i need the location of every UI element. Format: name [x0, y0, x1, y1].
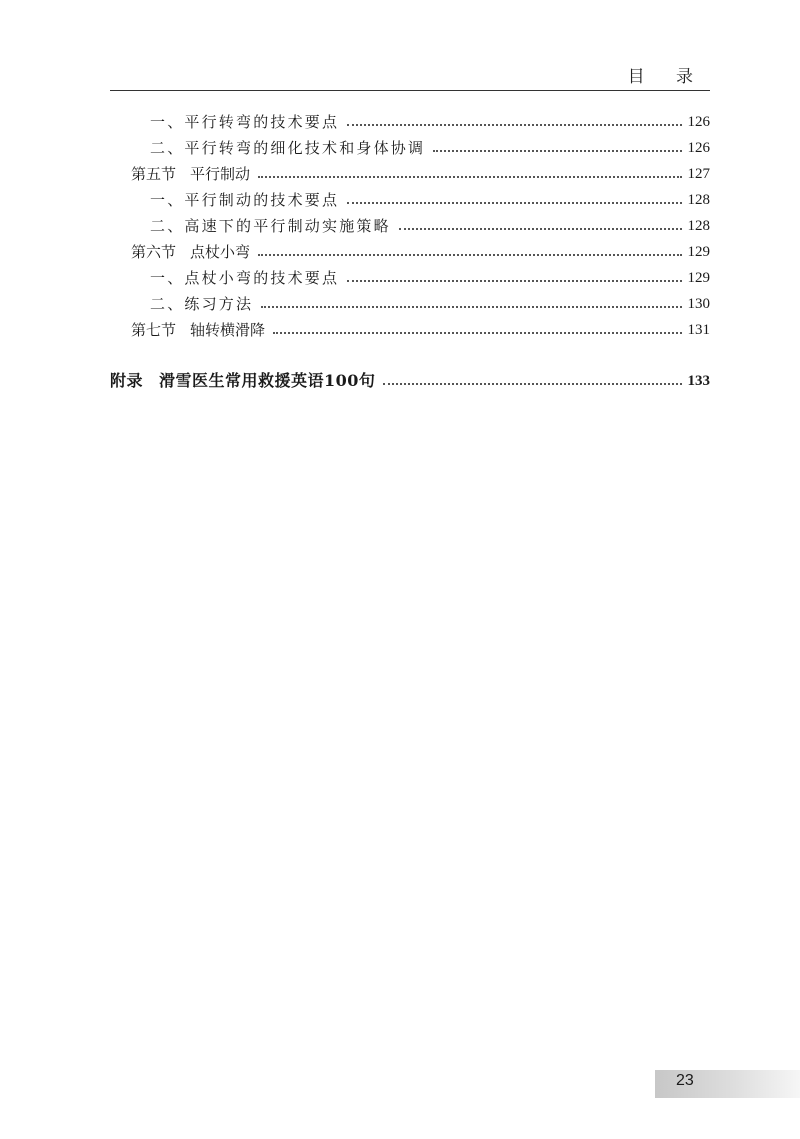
running-header-title: 目 录	[627, 67, 706, 87]
leader-dots	[347, 124, 681, 126]
toc-entry-title: 滑雪医生常用救援英语100句	[159, 371, 376, 390]
toc-entry-page: 129	[687, 270, 710, 286]
leader-dots	[258, 254, 681, 256]
toc-entry-label: 第七节	[131, 321, 177, 339]
leader-dots	[347, 280, 681, 282]
toc-entry-page: 126	[687, 140, 710, 156]
toc-entry-page: 131	[687, 322, 710, 338]
toc-entry-title: 二、练习方法	[150, 295, 254, 313]
toc-entry-label: 附录	[110, 371, 144, 390]
toc-entry[interactable]	[150, 215, 710, 237]
toc-entry-page: 130	[687, 296, 710, 312]
toc-entry-title: 一、平行制动的技术要点	[150, 191, 340, 209]
leader-dots	[261, 306, 681, 308]
page-number: 23	[676, 1072, 694, 1089]
toc-entry-page: 133	[687, 373, 710, 389]
toc-entry-title: 二、高速下的平行制动实施策略	[150, 217, 391, 235]
toc-entry[interactable]	[150, 189, 710, 211]
toc-entry[interactable]	[150, 293, 710, 315]
toc-entry-page: 128	[687, 218, 710, 234]
toc-entry-title: 一、平行转弯的技术要点	[150, 113, 340, 131]
toc-entry-page: 128	[687, 192, 710, 208]
toc-entry-page: 126	[687, 114, 710, 130]
leader-dots	[433, 150, 681, 152]
toc-entry-title: 一、点杖小弯的技术要点	[150, 269, 340, 287]
toc-entry[interactable]	[150, 267, 710, 289]
toc-entry[interactable]	[131, 319, 710, 341]
toc-entry-title: 轴转横滑降	[190, 321, 266, 339]
toc-entry-title: 平行制动	[190, 165, 251, 183]
toc-entry-label: 第五节	[131, 165, 177, 183]
toc-entry-page: 129	[687, 244, 710, 260]
toc-entry[interactable]	[131, 241, 710, 263]
toc-entry[interactable]	[150, 137, 710, 159]
toc-entry-title: 点杖小弯	[190, 243, 251, 261]
toc-entry-label: 第六节	[131, 243, 177, 261]
leader-dots	[383, 383, 681, 385]
toc-entry-page: 127	[687, 166, 710, 182]
leader-dots	[399, 228, 682, 230]
toc-entry-appendix[interactable]	[110, 370, 710, 392]
toc-entry-title: 二、平行转弯的细化技术和身体协调	[150, 139, 426, 157]
leader-dots	[347, 202, 681, 204]
toc-entry[interactable]	[150, 111, 710, 133]
leader-dots	[258, 176, 681, 178]
toc-entry[interactable]	[131, 163, 710, 185]
leader-dots	[273, 332, 681, 334]
